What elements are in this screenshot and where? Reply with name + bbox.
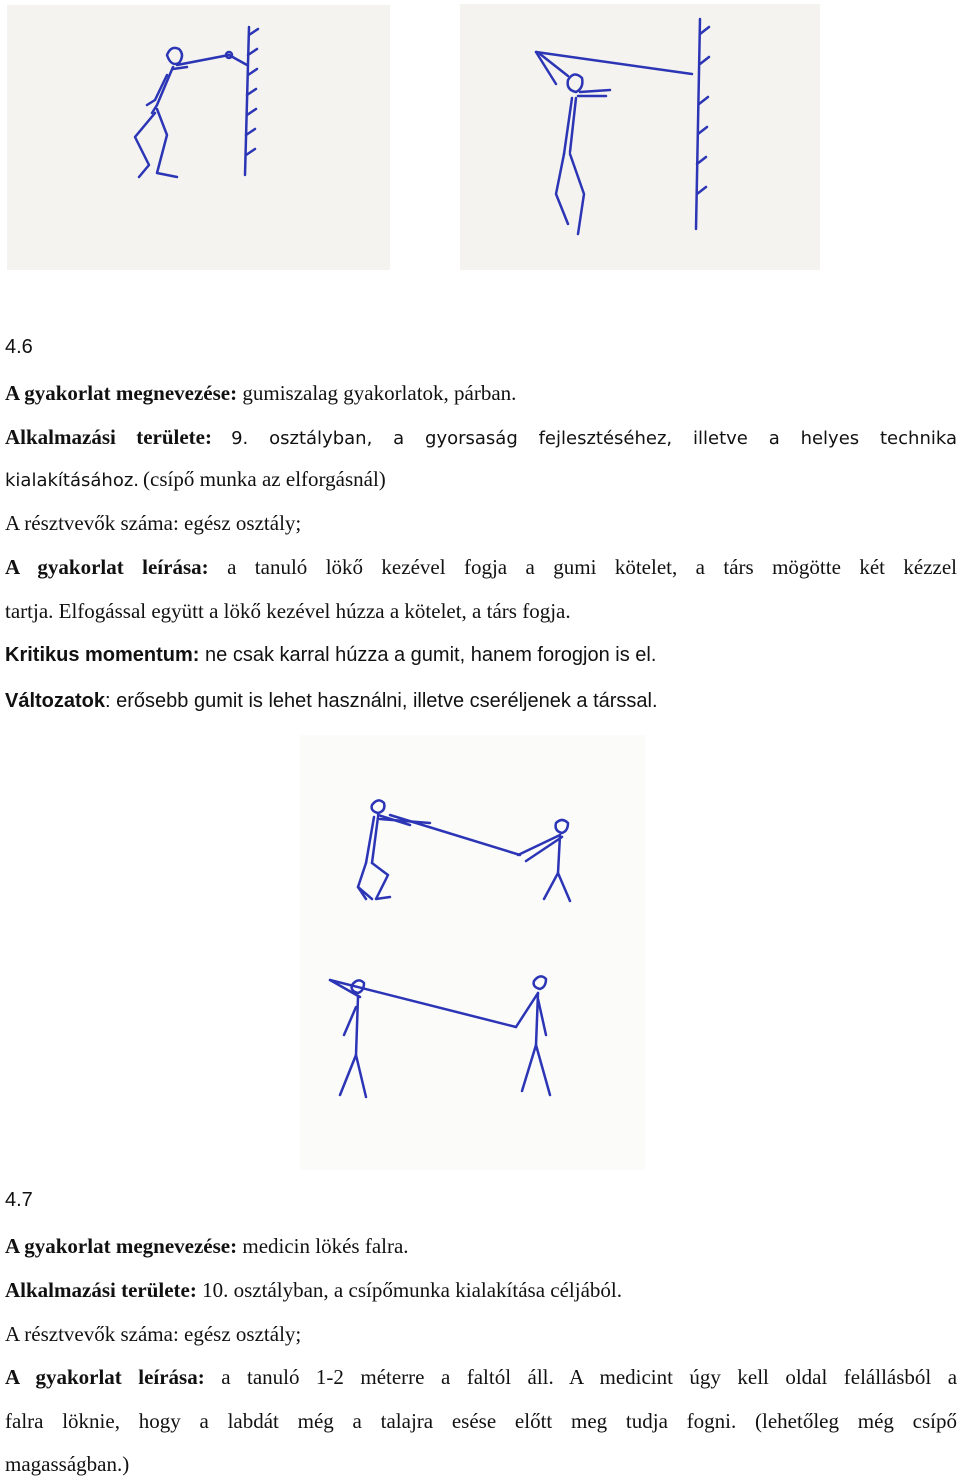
application-area-line-47 xyxy=(5,1278,957,1303)
exercise-name-label: A gyakorlat megnevezése: xyxy=(5,381,238,405)
description-value: a tanuló lökő kezével fogja a gumi kötelet, a társ mögötte két kézzel xyxy=(227,555,958,579)
sketch-wall-band-right xyxy=(460,4,820,270)
critical-moment-label: Kritikus momentum: xyxy=(5,644,200,666)
application-area-value-47: 10. osztályban, a csípőmunka kialakítása céljából. xyxy=(202,1278,622,1302)
participants-value-47: egész osztály; xyxy=(184,1322,302,1346)
critical-moment-value: ne csak karral húzza a gumit, hanem forogjon is el. xyxy=(205,644,657,666)
participants-value: egész osztály; xyxy=(184,511,302,535)
participants-line xyxy=(5,511,957,536)
stick-figure-drawing xyxy=(300,735,645,1170)
critical-moment-line xyxy=(5,644,957,667)
exercise-name-value-47: medicin lökés falra. xyxy=(242,1234,409,1258)
variants-line xyxy=(5,690,957,713)
participants-label: A résztvevők száma: xyxy=(5,511,179,535)
variants-label: Változatok xyxy=(5,690,106,712)
description-value-47: a tanuló 1-2 méterre a faltól áll. A medicint úgy kell oldal felállásból a xyxy=(221,1365,958,1389)
description-line-47-3: magasságban.) xyxy=(5,1452,130,1476)
stick-figure-drawing xyxy=(460,4,820,270)
description-label: A gyakorlat leírása: xyxy=(5,555,209,579)
application-area-value-cont: kialakításához. xyxy=(5,470,139,491)
sketch-wall-band-left xyxy=(7,5,390,270)
participants-label-47: A résztvevők száma: xyxy=(5,1322,179,1346)
description-line xyxy=(5,555,957,580)
application-area-note: (csípő munka az elforgásnál) xyxy=(143,467,386,491)
variants-value: : erősebb gumit is lehet használni, illetve cseréljenek a társsal. xyxy=(105,690,658,712)
application-area-line-2 xyxy=(5,467,957,492)
exercise-name-line xyxy=(5,381,957,406)
exercise-name-label-47: A gyakorlat megnevezése: xyxy=(5,1234,238,1258)
exercise-name-value: gumiszalag gyakorlatok, párban. xyxy=(242,381,517,405)
description-label-47: A gyakorlat leírása: xyxy=(5,1365,205,1389)
description-line-47-2: falra löknie, hogy a labdát még a talajra esése előtt meg tudja fogni. (lehetőleg még csípő xyxy=(5,1409,957,1433)
participants-line-47 xyxy=(5,1322,957,1347)
section-number-4-6: 4.6 xyxy=(5,336,33,358)
description-line-47 xyxy=(5,1365,957,1390)
application-area-value: 9. osztályban, a gyorsaság fejlesztéséhez, illetve a helyes technika xyxy=(231,428,957,449)
stick-figure-drawing xyxy=(7,5,390,270)
application-area-label: Alkalmazási területe: xyxy=(5,425,212,449)
sketch-pair-band xyxy=(300,735,645,1170)
section-number-4-7: 4.7 xyxy=(5,1189,33,1211)
application-area-label-47: Alkalmazási területe: xyxy=(5,1278,197,1302)
application-area-line xyxy=(5,425,957,450)
exercise-name-line-47 xyxy=(5,1234,957,1259)
description-line-2: tartja. Elfogással együtt a lökő kezével húzza a kötelet, a társ fogja. xyxy=(5,599,571,623)
